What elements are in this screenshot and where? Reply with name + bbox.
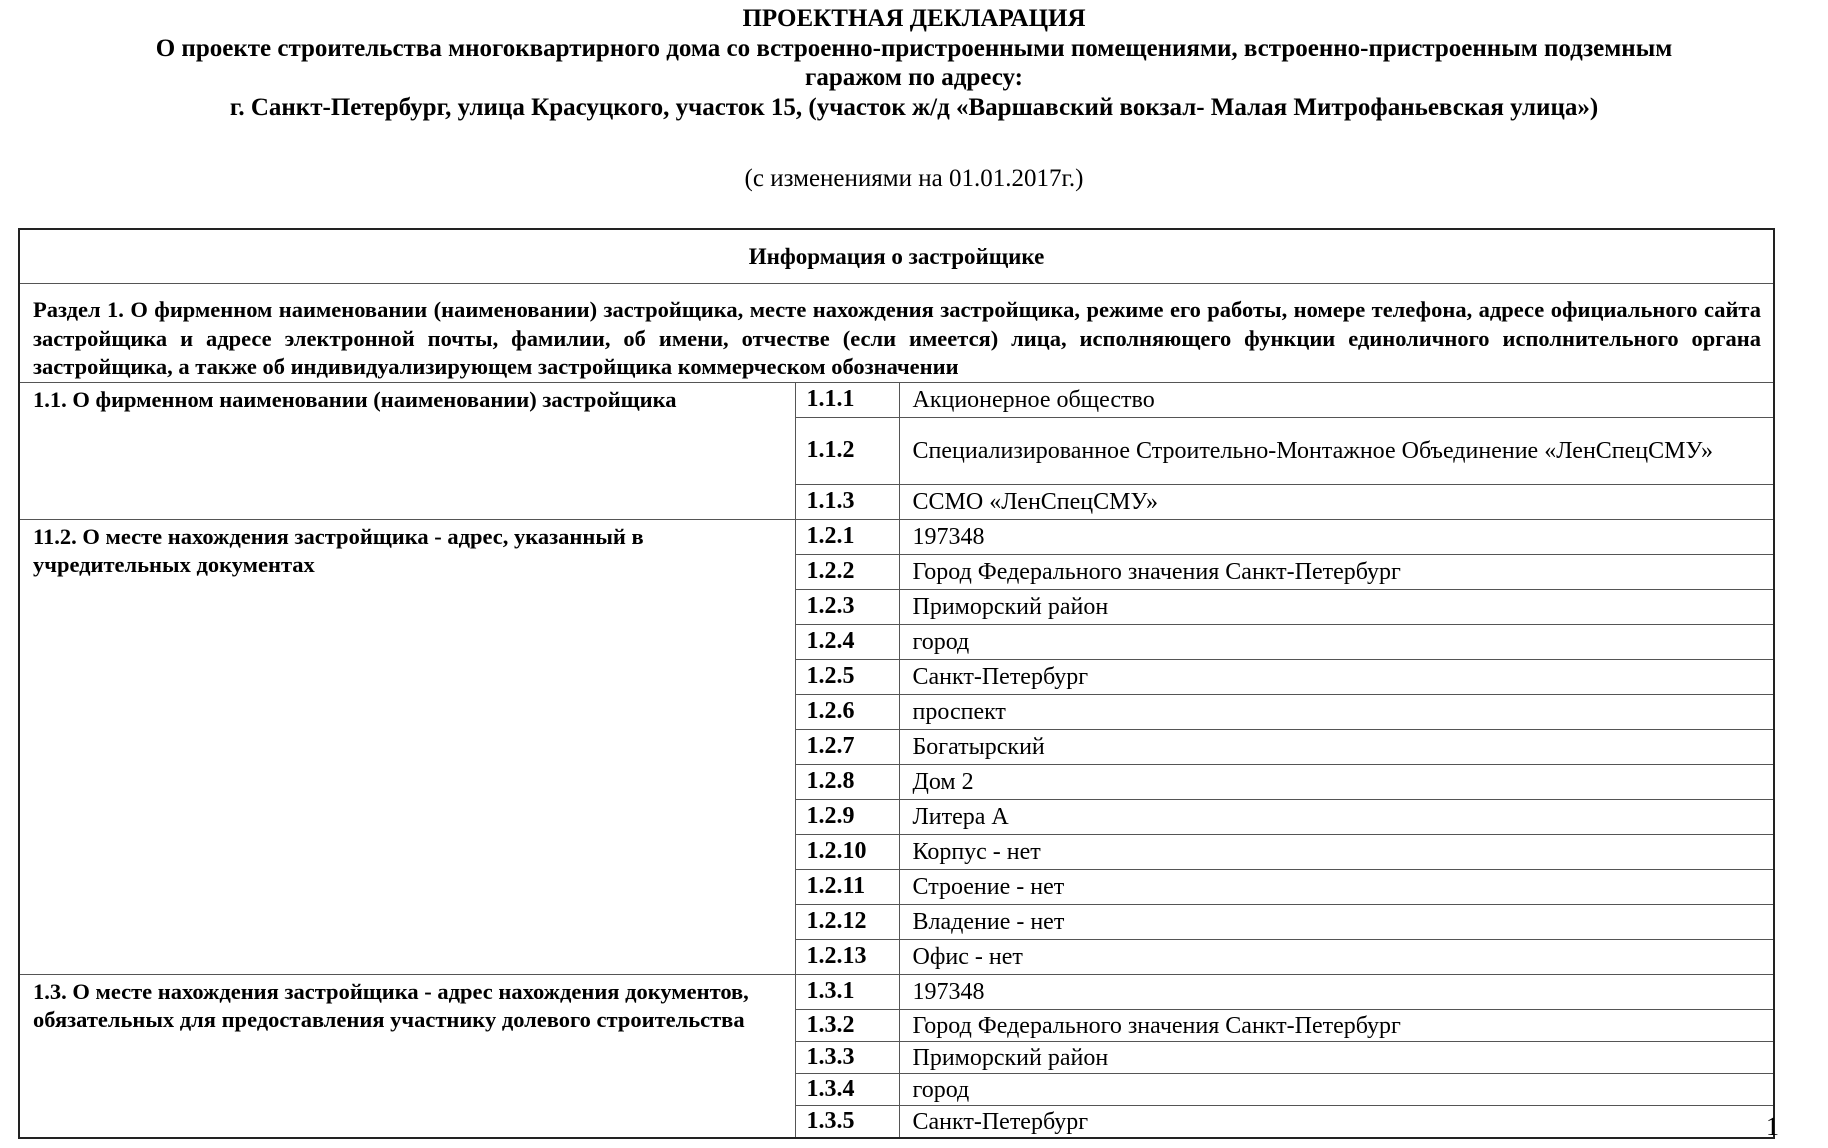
row-code: 1.2.1 [795,519,899,554]
document-revision-note: (с изменениями на 01.01.2017г.) [744,165,1084,192]
row-value: 197348 [899,974,1774,1009]
row-code: 1.1.1 [795,382,899,417]
page-number: 1 [1766,1112,1779,1141]
row-value: Город Федерального значения Санкт-Петербург [899,1009,1774,1041]
row-value: 197348 [899,519,1774,554]
row-code: 1.2.9 [795,799,899,834]
document-title-line-2: О проекте строительства многоквартирного дома со встроенно-пристроенными помещениями, встроенно-пристроенным подземным [155,34,1673,62]
row-code: 1.3.2 [795,1009,899,1041]
document-title: ПРОЕКТНАЯ ДЕКЛАРАЦИЯ [742,5,1086,32]
row-value: город [899,1073,1774,1105]
row-value: проспект [899,694,1774,729]
section-1-heading: Раздел 1. О фирменном наименовании (наименовании) застройщика, месте нахождения застройщика, режиме его работы, номере телефона, адресе официального сайта застройщика и адресе электронной почты, фамилии, об имени, отчестве (если имеется) лица, исполняющего функции единоличного исполнительного органа застройщика, а также об индивидуализирующем застройщика коммерческом обозначении [19,284,1774,383]
row-value: город [899,624,1774,659]
row-code: 1.1.3 [795,484,899,519]
row-code: 1.2.7 [795,729,899,764]
row-code: 1.3.3 [795,1041,899,1073]
row-code: 1.2.11 [795,869,899,904]
group-label-1-1: 1.1. О фирменном наименовании (наименовании) застройщика [19,382,795,519]
document-address-line: г. Санкт-Петербург, улица Красуцкого, участок 15, (участок ж/д «Варшавский вокзал- Малая Митрофаньевская улица») [229,93,1599,121]
group-label-1-3: 1.3. О месте нахождения застройщика - адрес нахождения документов, обязательных для предоставления участнику долевого строительства [19,974,795,1138]
row-code: 1.2.2 [795,554,899,589]
row-code: 1.2.13 [795,939,899,974]
document-title-line-3: гаражом по адресу: [805,64,1023,91]
row-value: Приморский район [899,1041,1774,1073]
section-heading-row [19,284,1774,383]
row-value: Дом 2 [899,764,1774,799]
row-value: Специализированное Строительно-Монтажное Объединение «ЛенСпецСМУ» [899,417,1774,484]
row-code: 1.3.4 [795,1073,899,1105]
row-value: Строение - нет [899,869,1774,904]
row-value: Литера А [899,799,1774,834]
row-value: Санкт-Петербург [899,1105,1774,1138]
row-code: 1.2.3 [795,589,899,624]
group-label-1-2: 11.2. О месте нахождения застройщика - адрес, указанный в учредительных документах [19,519,795,974]
row-code: 1.1.2 [795,417,899,484]
developer-info-table [18,228,1775,1139]
row-value: Корпус - нет [899,834,1774,869]
table-row [19,382,1774,417]
row-value: Приморский район [899,589,1774,624]
info-header: Информация о застройщике [19,229,1774,284]
table-row [19,974,1774,1009]
row-code: 1.2.8 [795,764,899,799]
row-value: ССМО «ЛенСпецСМУ» [899,484,1774,519]
row-code: 1.2.4 [795,624,899,659]
row-value: Санкт-Петербург [899,659,1774,694]
info-header-row [19,229,1774,284]
row-value: Офис - нет [899,939,1774,974]
row-code: 1.3.5 [795,1105,899,1138]
row-value: Богатырский [899,729,1774,764]
row-code: 1.2.12 [795,904,899,939]
row-value: Акционерное общество [899,382,1774,417]
row-code: 1.2.5 [795,659,899,694]
row-code: 1.2.6 [795,694,899,729]
row-value: Владение - нет [899,904,1774,939]
row-value: Город Федерального значения Санкт-Петербург [899,554,1774,589]
row-code: 1.3.1 [795,974,899,1009]
table-row [19,519,1774,554]
row-code: 1.2.10 [795,834,899,869]
document-header [0,4,1828,122]
